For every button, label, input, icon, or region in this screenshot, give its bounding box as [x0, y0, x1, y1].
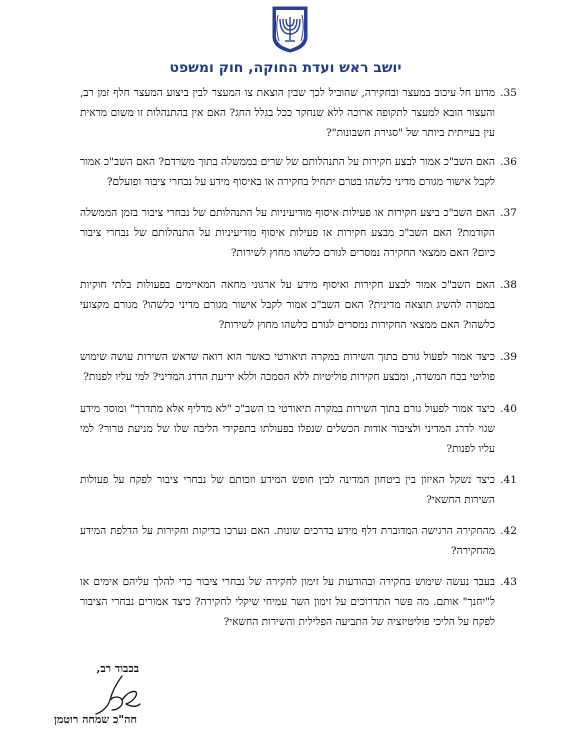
question-number: 37.: [500, 207, 517, 219]
question-number: 39.: [500, 351, 517, 363]
question-list: [80, 83, 517, 632]
knesset-menorah-emblem: [265, 3, 315, 53]
question-item: [80, 470, 517, 510]
handwritten-signature: [92, 674, 142, 716]
question-number: 38.: [500, 279, 517, 291]
question-item: [80, 521, 517, 561]
question-item: [80, 152, 517, 192]
question-item: [80, 275, 517, 335]
signer-name: חה"כ שמחה רוטמן: [54, 713, 137, 726]
committee-chair-title: יושב ראש ועדת החוקה, חוק ומשפט: [169, 60, 402, 76]
question-number: 42.: [500, 525, 517, 537]
question-text: האם השב"כ ביצע חקירות או פעילות איסוף מודיעיניות על התנהלותם של נבחרי ציבור בזמן הממשלה הקודמת? האם השב"כ מבצע חקירות או פעילות איסוף מודיעיניות על התנהלותם של נבחרי ציבור כיום? האם ממצאי החקירה נמסרים לגורם כלשהו מחוץ לשירות?: [80, 207, 495, 259]
question-item: [80, 347, 517, 387]
question-text: כיצד נשקל האיזון בין ביטחון המדינה לבין חופש המידע וזכותם של נבחרי ציבור לפקח על פעולות השירות החשאי?: [80, 474, 495, 506]
question-item: [80, 83, 517, 143]
question-text: מדוע חל עיכוב במעצר ובחקירה, שהוביל לכך שבין הוצאת צו המעצר לבין ביצוע המעצר חלף זמן רב, והעצור הובא למעצר לתקופה ארוכה ללא שנחקר ככל בגלל החג? האם אין בהתנהלות זו משום מראית עין בעייתית ביותר של "סגירת חשבונות"?: [80, 87, 495, 139]
closing-salutation: בכבוד רב,: [96, 662, 139, 675]
question-number: 36.: [500, 156, 517, 168]
question-text: האם השב"כ אמור לבצע חקירות על התנהלותם של שרים בממשלה בתוך משרדם? האם השב"כ אמור לקבל אישור מגורם מדיני כלשהו בטרם יתחיל בחקירה או באיסוף מידע על נבחרי ציבור ופועלם?: [80, 156, 495, 188]
question-item: [80, 572, 517, 632]
question-number: 40.: [500, 403, 517, 415]
question-text: בעבר נעשה שימוש בחקירה ובהודעות על זימון לחקירה של נבחרי ציבור כדי להלך עליהם אימים או ל"יחנך" אותם. מה פשר התדרוכים על זימון השר עמיחי שיקלי לחקירה? כיצד אמורים נבחרי הציבור לפקח על הליכי פוליטיזציה של התביעה הפלילית והשירות החשאי?: [80, 576, 495, 628]
question-item: [80, 203, 517, 263]
question-text: כיצד אמור לפעול גורם בתוך השירות במקרה תיאורטי בו השב"כ "לא מדליף אלא מתדרך" ומוסר מידע שגוי לדרג המדיני ולציבור אודות הכשלים שנפלו בפעולתו בתפקידי הליבה שלו של מניעת טרור? למי עליו לפנות?: [80, 403, 495, 455]
question-text: כיצד אמור לפעול גורם בתוך השירות במקרה תיאורטי כאשר הוא רואה שראש השירות עושה שימוש פוליטי בכח המשרה, ומבצע חקירות פוליטיות ללא הסמכה וללא ידיעת הדרג המדיני? למי עליו לפנות?: [80, 351, 495, 383]
question-text: האם השב"כ אמור לבצע חקירות ואיסוף מידע על ארגוני מחאה המאיימים בפעולות בלתי חוקיות במטרה להשיג תוצאה מדינית? האם השב"כ אמור לקבל אישור מגורם מדיני כלשהו? מגורם מקצועי כלשהו? האם ממצאי החקירות נמסרים לגורם כלשהו מחוץ לשירות?: [80, 279, 495, 331]
question-number: 35.: [500, 87, 517, 99]
question-text: מהחקירה הרגישה המדוברת דלף מידע בדרכים שונות. האם נערכו בדיקות וחקירות על הדלפת המידע מהחקירה?: [80, 525, 495, 557]
question-number: 43.: [500, 576, 517, 588]
question-number: 41.: [500, 474, 517, 486]
question-item: [80, 399, 517, 459]
